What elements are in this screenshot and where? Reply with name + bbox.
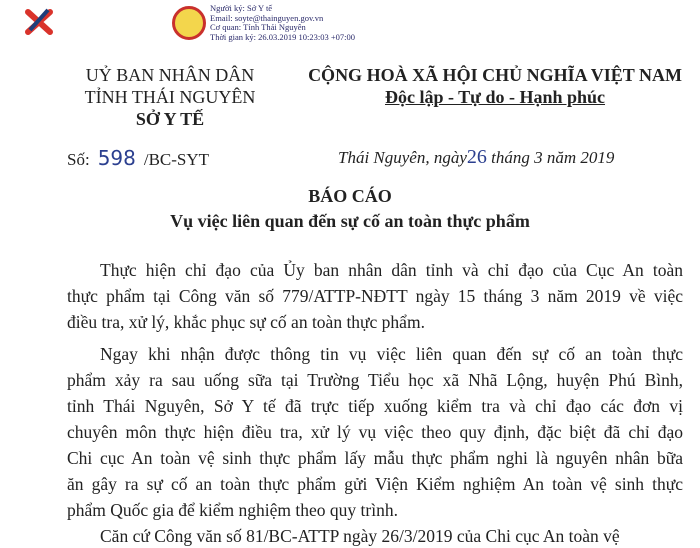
date-rest: tháng 3 năm 2019	[491, 148, 615, 167]
health-department-seal-icon	[172, 6, 206, 40]
paragraph-line: tỉnh Thái Nguyên, Sở Y tế đã trực tiếp xuống kiểm tra và chỉ đạo các đơn vị	[67, 396, 683, 416]
paragraph-line: thực phẩm tại Công văn số 779/ATTP-NĐTT ngày 15 tháng 3 năm 2019 về việc	[67, 286, 683, 306]
motto: Độc lập - Tự do - Hạnh phúc	[384, 87, 606, 107]
agency-name: SỞ Y TẾ	[135, 109, 205, 129]
document-number	[67, 146, 209, 170]
date-prefix: Thái Nguyên, ngày	[338, 148, 467, 167]
country-name: CỘNG HOÀ XÃ HỘI CHỦ NGHĨA VIỆT NAM	[308, 65, 682, 85]
national-header	[300, 64, 690, 108]
number-suffix: /BC-SYT	[143, 150, 210, 169]
number-value: 598	[97, 146, 136, 170]
paragraph-line: Thực hiện chỉ đạo của Ủy ban nhân dân tỉnh và chỉ đạo của Cục An toàn	[100, 260, 683, 280]
paragraph-line: chuyên môn thực hiện điều tra, xử lý vụ việc theo quy định, đặc biệt đã chỉ đạo	[67, 422, 683, 442]
paragraph-line: Chi cục An toàn vệ sinh thực phẩm lấy mẫu thực phẩm nghi là nguyên nhân bữa	[67, 448, 683, 468]
number-label: Số:	[67, 150, 90, 169]
document-date	[338, 146, 614, 169]
paragraph-line: Ngay khi nhận được thông tin vụ việc liên quan đến sự cố an toàn thực	[100, 344, 683, 364]
sign-time: Thời gian ký: 26.03.2019 10:23:03 +07:00	[210, 31, 356, 42]
date-day: 26	[466, 146, 487, 168]
issuing-agency	[60, 64, 280, 130]
paragraph-line: điều tra, xử lý, khắc phục sự cố an toàn thực phẩm.	[67, 312, 425, 332]
paragraph-line: phẩm xảy ra sau uống sữa tại Trường Tiểu học xã Nhã Lộng, huyện Phú Bình,	[67, 370, 683, 390]
signer: Người ký: Sở Y tế	[210, 3, 273, 13]
document-subtitle: Vụ việc liên quan đến sự cố an toàn thực phẩm	[170, 211, 530, 231]
signer-email: Email: soyte@thainguyen.gov.vn	[210, 12, 324, 23]
agency-line: TỈNH THÁI NGUYÊN	[84, 87, 256, 107]
paragraph-line: phẩm Quốc gia để kiểm nghiệm theo quy trình.	[67, 500, 398, 520]
paragraph-line: ăn gây ra sự cố an toàn thực phẩm gửi Viện Kiểm nghiệm An toàn vệ sinh thực	[67, 474, 683, 494]
signer-agency: Cơ quan: Tỉnh Thái Nguyên	[210, 22, 306, 32]
signature-info	[210, 4, 355, 42]
paragraph-line: Căn cứ Công văn số 81/BC-ATTP ngày 26/3/2019 của Chi cục An toàn vệ	[100, 526, 620, 546]
document-title: BÁO CÁO	[308, 186, 392, 206]
agency-line: UỶ BAN NHÂN DÂN	[85, 65, 255, 85]
digital-signature-icon	[22, 6, 56, 36]
